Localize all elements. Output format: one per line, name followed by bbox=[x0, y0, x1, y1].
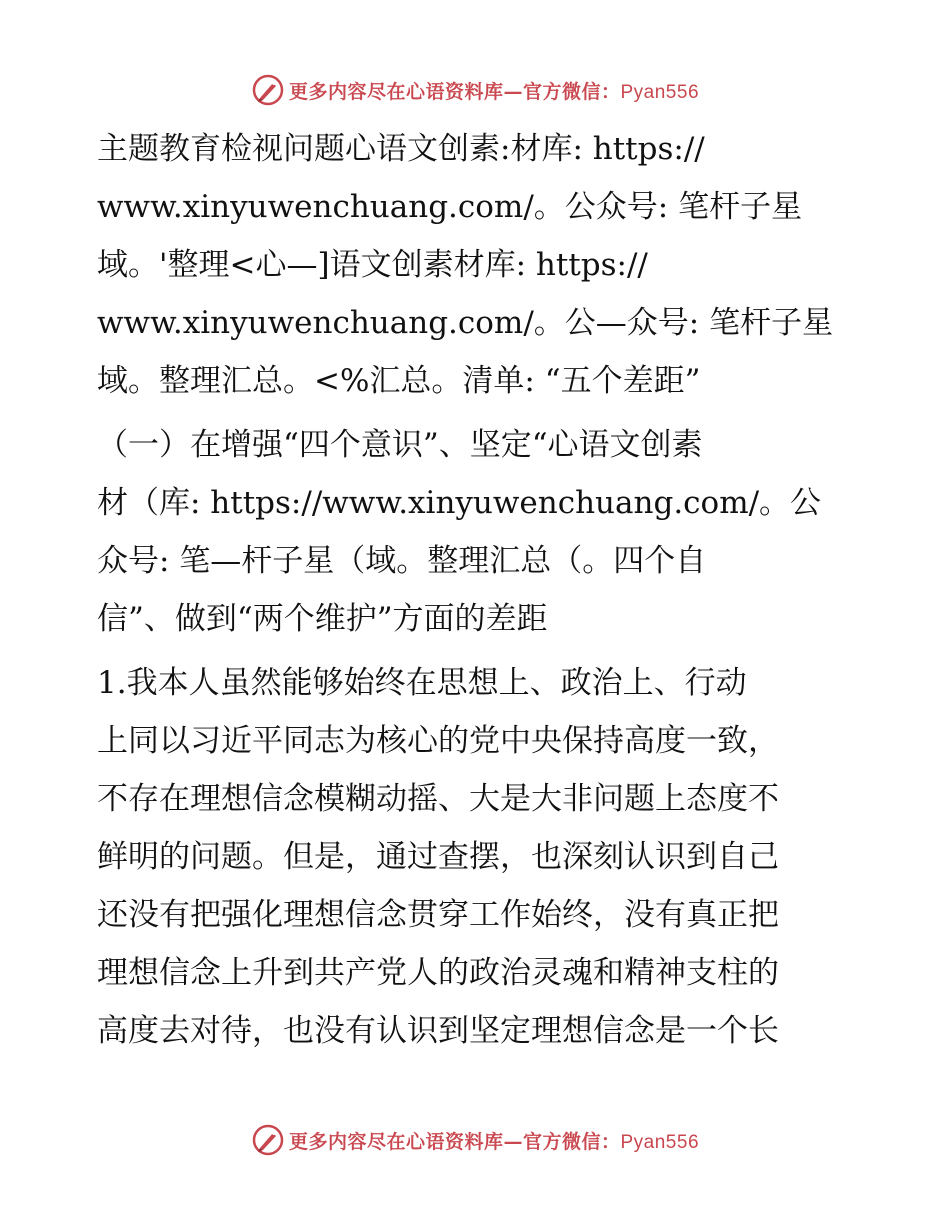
text-line: 众号: 笔—杆子星（域。整理汇总（。四个自 bbox=[97, 543, 707, 579]
banner-text: 更多内容尽在心语资料库—官方微信：Pyan556 bbox=[288, 80, 700, 103]
pen-logo-icon bbox=[251, 73, 285, 107]
text-line: 域。'整理<心—]语文创素材库: https:// bbox=[97, 247, 648, 283]
text-line: 主题教育检视问题心语文创素:材库: https:// bbox=[97, 131, 705, 167]
paragraph-item-1 bbox=[97, 654, 857, 1060]
text-line: 材（库: https://www.xinyuwenchuang.com/。公 bbox=[97, 485, 822, 521]
text-line: 鲜明的问题。但是，通过查摆，也深刻认识到自己 bbox=[97, 839, 779, 875]
banner-handle: Pyan556 bbox=[620, 1131, 700, 1153]
text-line: www.xinyuwenchuang.com/。公—众号: 笔杆子星 bbox=[97, 305, 834, 341]
text-line: 还没有把强化理想信念贯穿工作始终，没有真正把 bbox=[97, 897, 779, 933]
document-body bbox=[97, 120, 857, 1060]
text-line: 不存在理想信念模糊动摇、大是大非问题上态度不 bbox=[97, 781, 779, 817]
text-line: （一）在增强“四个意识”、坚定“心语文创素 bbox=[97, 427, 703, 463]
text-line: 上同以习近平同志为核心的党中央保持高度一致， bbox=[97, 723, 779, 759]
banner-handle: Pyan556 bbox=[620, 81, 700, 103]
header-banner bbox=[0, 70, 950, 110]
text-line: 域。整理汇总。<%汇总。清单: “五个差距” bbox=[97, 363, 701, 399]
paragraph-section-heading bbox=[97, 416, 857, 648]
banner-text: 更多内容尽在心语资料库—官方微信：Pyan556 bbox=[288, 1130, 700, 1153]
text-line: www.xinyuwenchuang.com/。公众号: 笔杆子星 bbox=[97, 189, 803, 225]
text-line: 信”、做到“两个维护”方面的差距 bbox=[97, 601, 548, 637]
pen-logo-icon bbox=[251, 1123, 285, 1157]
text-line: 高度去对待，也没有认识到坚定理想信念是一个长 bbox=[97, 1013, 779, 1049]
text-line: 1.我本人虽然能够始终在思想上、政治上、行动 bbox=[97, 665, 747, 701]
footer-banner bbox=[0, 1120, 950, 1160]
text-line: 理想信念上升到共产党人的政治灵魂和精神支柱的 bbox=[97, 955, 779, 991]
paragraph-intro bbox=[97, 120, 857, 410]
